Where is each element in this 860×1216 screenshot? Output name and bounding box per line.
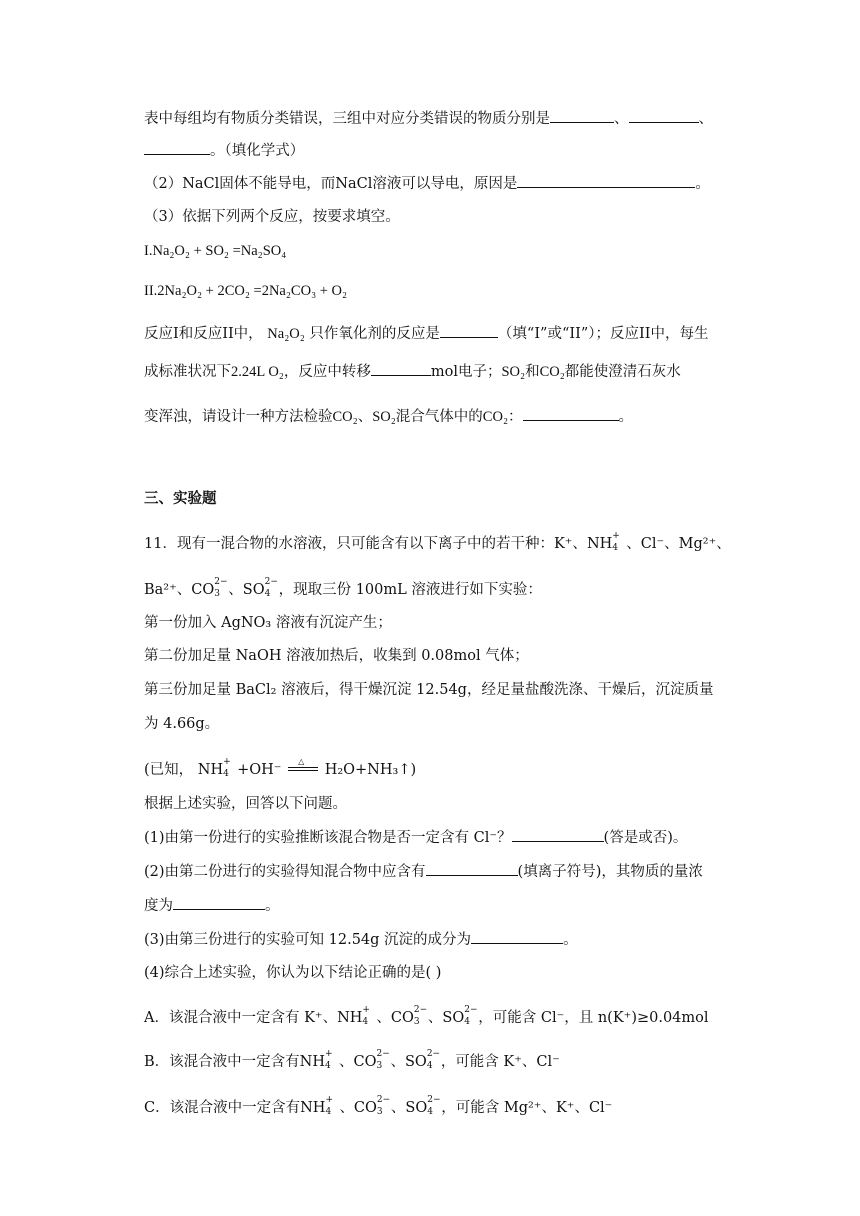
- experiment-2: 第二份加足量 NaOH 溶液加热后，收集到 0.08mol 气体；: [144, 648, 529, 664]
- answer-blank[interactable]: [512, 827, 604, 842]
- question-10-part-3: （3）依据下列两个反应，按要求填空。: [144, 209, 400, 225]
- option-a[interactable]: A．该混合液中一定含有 K⁺、NH + 4 、CO 2− 3 、SO 2− 4 ，可能含 Cl⁻，且 n(K⁺)≥0.04mol: [144, 1002, 720, 1028]
- sub-question-2: (2)由第二份进行的实验得知混合物中应含有 (填离子符号)，其物质的量浓: [144, 861, 720, 882]
- ion-charge: + 4: [325, 1049, 333, 1071]
- intro-text: 根据上述实验，回答以下问题。: [144, 796, 347, 812]
- ion-charge: 2− 4: [464, 1005, 478, 1027]
- ion-charge: 2− 3: [413, 1005, 428, 1027]
- answer-blank[interactable]: [523, 406, 619, 421]
- ion-charge: 2− 3: [376, 1095, 391, 1117]
- ion-charge: 2− 4: [426, 1049, 441, 1071]
- reaction-1: I.Na₂O₂ + SO₂ =Na₂SO₄: [144, 243, 287, 259]
- sub-question-3: (3)由第三份进行的实验可知 12.54g 沉淀的成分为 。: [144, 929, 720, 950]
- experiment-3-cont: 为 4.66g。: [144, 716, 220, 732]
- ion-charge: + 4: [612, 531, 620, 553]
- ion-charge: 2− 3: [214, 577, 228, 599]
- ion-charge: 2− 4: [427, 1095, 441, 1117]
- ion-charge: + 4: [362, 1005, 370, 1027]
- answer-blank[interactable]: [440, 323, 498, 338]
- question-10-line-2: 。（填化学式）: [144, 140, 720, 161]
- ion-charge: 2− 3: [376, 1049, 390, 1071]
- question-11-line-2: Ba²⁺、CO 2− 3 、SO 2− 4 ，现取三份 100mL 溶液进行如下实验：: [144, 574, 720, 600]
- sub-question-1: (1)由第一份进行的实验推断该混合物是否一定含有 Cl⁻？ (答是或否)。: [144, 827, 720, 848]
- answer-blank[interactable]: [426, 861, 518, 876]
- ion-charge: 2− 4: [264, 577, 278, 599]
- answer-blank[interactable]: [629, 108, 699, 123]
- answer-blank[interactable]: [471, 929, 563, 944]
- question-10-part-3-line-1: 反应I和反应II中， Na₂O₂ 只作氧化剂的反应是 （填“I”或“II”）；反应II中，每生: [144, 323, 720, 344]
- sub-question-2-cont: 度为 。: [144, 895, 720, 916]
- experiment-3: 第三份加足量 BaCl₂ 溶液后，得干燥沉淀 12.54g，经足量盐酸洗涤、干燥后，沉淀质量: [144, 682, 714, 698]
- heat-condition-equals: △: [286, 758, 320, 774]
- answer-blank[interactable]: [550, 108, 614, 123]
- answer-blank[interactable]: [517, 173, 695, 188]
- known-reaction: (已知， NH + 4 +OH⁻ △ H₂O+NH₃↑): [144, 754, 720, 780]
- sub-question-4: (4)综合上述实验，你认为以下结论正确的是( ): [144, 965, 442, 981]
- question-10-part-3-line-2: 成标准状况下2.24L O₂，反应中转移 mol电子；SO₂和CO₂都能使澄清石灰水: [144, 361, 720, 382]
- section-heading: 三、实验题: [144, 490, 217, 507]
- reaction-2: II.2Na₂O₂ + 2CO₂ =2Na₂CO₃ + O₂: [144, 283, 348, 299]
- question-10-part-2: （2）NaCl固体不能导电，而NaCl溶液可以导电，原因是 。: [144, 173, 720, 194]
- option-b[interactable]: B．该混合液中一定含有NH + 4 、CO 2− 3 、SO 2− 4 ，可能含 K⁺、Cl⁻: [144, 1046, 720, 1072]
- answer-blank[interactable]: [371, 361, 431, 376]
- question-11-line-1: 11．现有一混合物的水溶液，只可能含有以下离子中的若干种：K⁺、NH + 4 、Cl⁻、Mg²⁺、: [144, 528, 720, 554]
- ion-charge: + 4: [223, 757, 231, 779]
- question-10-line-1: 表中每组均有物质分类错误，三组中对应分类错误的物质分别是 、 、: [144, 108, 720, 129]
- option-c[interactable]: C．该混合液中一定含有NH + 4 、CO 2− 3 、SO 2− 4 ，可能含 Mg²⁺、K⁺、Cl⁻: [144, 1092, 720, 1118]
- experiment-1: 第一份加入 AgNO₃ 溶液有沉淀产生；: [144, 615, 392, 631]
- question-10-part-3-line-3: 变浑浊，请设计一种方法检验CO₂、SO₂混合气体中的CO₂： 。: [144, 406, 720, 427]
- answer-blank[interactable]: [144, 140, 210, 155]
- ion-charge: + 4: [325, 1095, 333, 1117]
- answer-blank[interactable]: [173, 895, 265, 910]
